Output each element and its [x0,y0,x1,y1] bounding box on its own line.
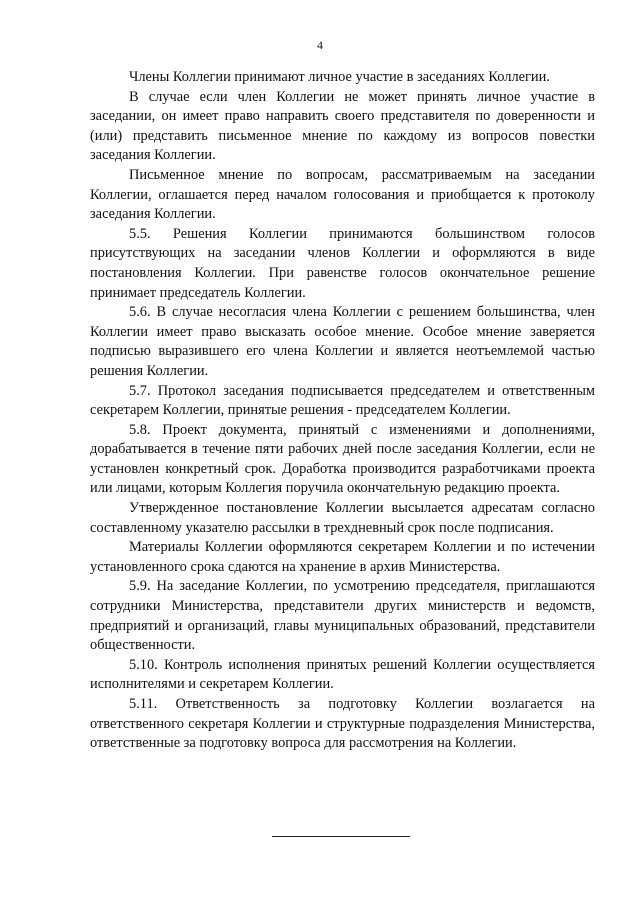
paragraph-5-10: 5.10. Контроль исполнения принятых решений Коллегии осуществляется исполнителями и секретарем Коллегии. [90,656,595,693]
paragraph-5-6: 5.6. В случае несогласия члена Коллегии с решением большинства, член Коллегии имеет право высказать особое мнение. Особое мнение заверяется подписью выразившего его члена Коллегии и является неотъемлемой частью решения Коллегии. [90,304,595,379]
end-divider [272,836,410,837]
paragraph-5-11: 5.11. Ответственность за подготовку Коллегии возлагается на ответственного секретаря Коллегии и структурные подразделения Министерства, ответственные за подготовку вопроса для рассмотрения на Коллегии. [90,696,595,752]
paragraph-materials: Материалы Коллегии оформляются секретарем Коллегии и по истечении установленного срока сдаются на хранение в архив Министерства. [90,539,595,575]
paragraph-5-9: 5.9. На заседание Коллегии, по усмотрению председателя, приглашаются сотрудники Министерства, представители других министерств и ведомств, предприятий и организаций, главы муниципальных образований, представители общественности. [90,578,595,654]
paragraph-personal-participation: Члены Коллегии принимают личное участие в заседаниях Коллегии. [129,69,550,85]
page-number: 4 [317,38,323,52]
paragraph-5-5: 5.5. Решения Коллегии принимаются большинством голосов присутствующих на заседании членов Коллегии и оформляются в виде постановления Коллегии. При равенстве голосов окончательное решение принимает председатель Коллегии. [90,225,595,301]
paragraph-5-8: 5.8. Проект документа, принятый с изменениями и дополнениями, дорабатывается в течение пяти рабочих дней после заседания Коллегии, если не установлен конкретный срок. Доработка производится разработчиками проекта или лицами, которым Коллегия поручила окончательную редакцию проекта. [90,421,595,497]
document-body [90,68,595,754]
paragraph-approved-resolution: Утвержденное постановление Коллегии высылается адресатам согласно составленному указателю рассылки в трехдневный срок после подписания. [90,500,595,536]
paragraph-representative: В случае если член Коллегии не может принять личное участие в заседании, он имеет право направить своего представителя по доверенности и (или) представить письменное мнение по каждому из вопросов повестки заседания Коллегии. [90,88,595,164]
paragraph-5-7: 5.7. Протокол заседания подписывается председателем и ответственным секретарем Коллегии, принятые решения - председателем Коллегии. [90,382,595,419]
paragraph-written-opinion: Письменное мнение по вопросам, рассматриваемым на заседании Коллегии, оглашается перед началом голосования и приобщается к протоколу заседания Коллегии. [90,166,595,223]
